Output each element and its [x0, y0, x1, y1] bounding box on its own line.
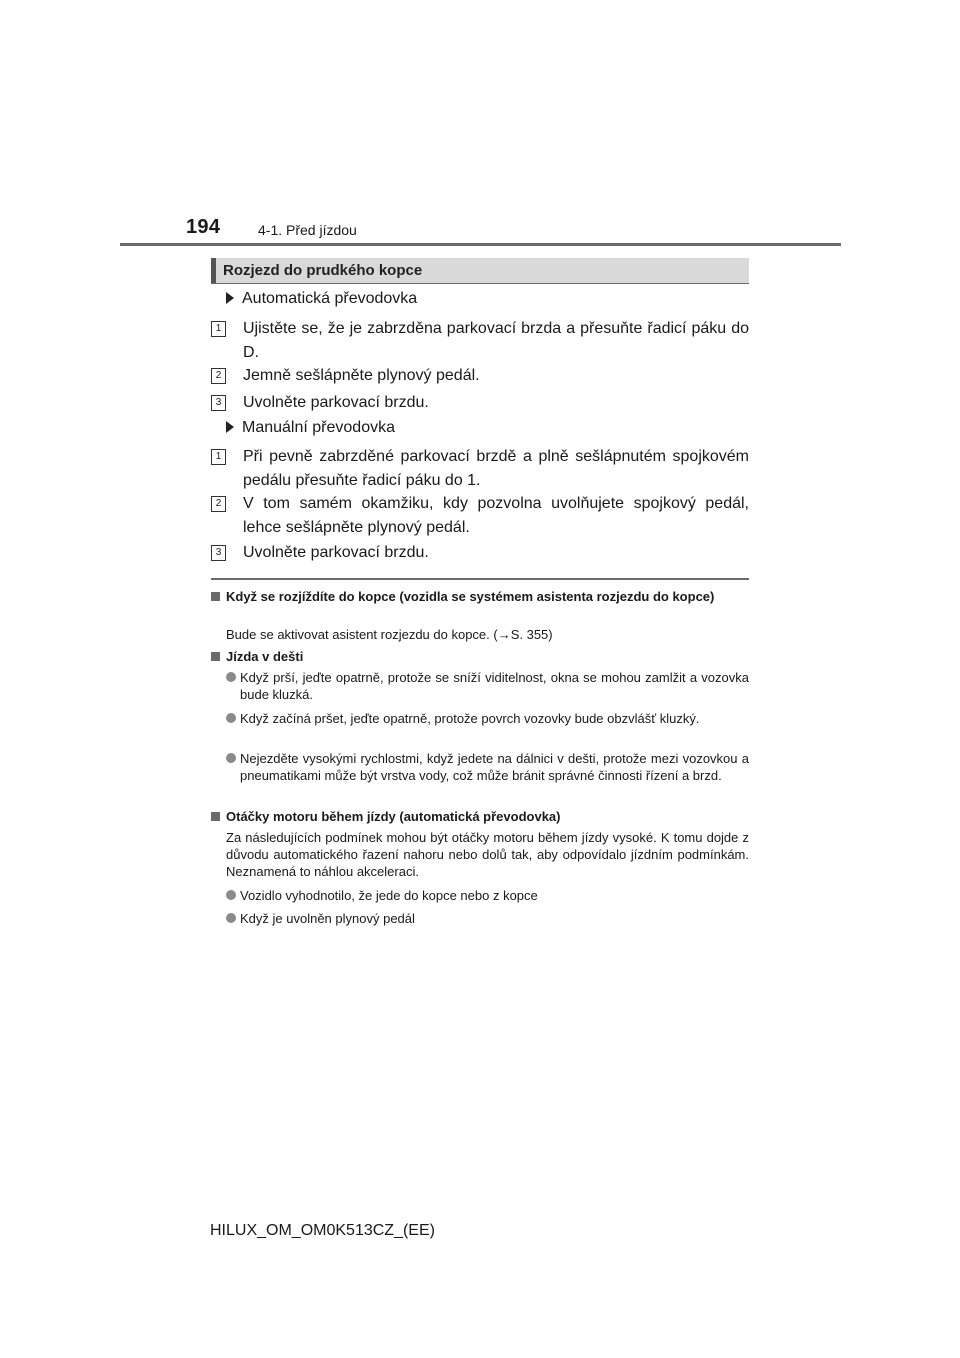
section-title: Rozjezd do prudkého kopce: [223, 262, 423, 279]
note-rain-heading: [211, 648, 749, 665]
circle-bullet-icon: [226, 890, 236, 900]
header-rule: [120, 243, 841, 246]
circle-bullet-icon: [226, 672, 236, 682]
bullet-text: Když je uvolněn plynový pedál: [240, 911, 415, 926]
automatic-step-1: [211, 317, 749, 365]
manual-step-2: [211, 492, 749, 540]
step-number-badge: 2: [211, 368, 226, 384]
automatic-step-3: [211, 391, 749, 415]
step-number-badge: 2: [211, 496, 226, 512]
step-text: Jemně sešlápněte plynový pedál.: [243, 367, 480, 384]
step-number-badge: 1: [211, 321, 226, 337]
bullet-text: Vozidlo vyhodnotilo, že jede do kopce nebo z kopce: [240, 888, 538, 903]
step-number-badge: 3: [211, 545, 226, 561]
manual-step-3: [211, 541, 749, 565]
circle-bullet-icon: [226, 753, 236, 763]
automatic-heading-label: Automatická převodovka: [242, 290, 418, 307]
square-bullet-icon: [211, 652, 220, 661]
step-number-badge: 3: [211, 395, 226, 411]
rain-bullet-3: [226, 750, 749, 784]
note-heading-text: Otáčky motoru během jízdy (automatická převodovka): [226, 809, 561, 824]
square-bullet-icon: [211, 592, 220, 601]
rain-bullet-1: [226, 669, 749, 703]
rpm-bullet-2: [226, 910, 749, 927]
bullet-text: Když začíná pršet, jeďte opatrně, protože povrch vozovky bude obzvlášť kluzký.: [240, 711, 700, 726]
bullet-text: Když prší, jeďte opatrně, protože se sníží viditelnost, okna se mohou zamlžit a vozovka bude kluzká.: [240, 670, 749, 702]
step-text: Uvolněte parkovací brzdu.: [243, 394, 429, 411]
section-accent: [211, 258, 216, 283]
manual-heading-label: Manuální převodovka: [242, 419, 395, 436]
square-bullet-icon: [211, 812, 220, 821]
arrow-right-icon: [226, 292, 234, 304]
manual-step-1: [211, 445, 749, 493]
step-text: Při pevně zabrzděné parkovací brzdě a plně sešlápnutém spojkovém pedálu přesuňte řadicí páku do 1.: [243, 448, 749, 489]
note-hill-start-text: Bude se aktivovat asistent rozjezdu do kopce. (→S. 355): [226, 627, 553, 642]
step-text: Ujistěte se, že je zabrzděna parkovací brzda a přesuňte řadicí páku do D.: [243, 320, 749, 361]
note-heading-text: Když se rozjíždíte do kopce (vozidla se systémem asistenta rozjezdu do kopce): [226, 589, 715, 604]
arrow-right-icon: [226, 421, 234, 433]
chapter-title: 4-1. Před jízdou: [258, 222, 357, 238]
note-rpm-text: Za následujících podmínek mohou být otáčky motoru během jízdy vysoké. K tomu dojde z důvodu automatického řazení nahoru nebo dolů tak, aby odpovídalo jízdním podmínkám. Neznamená to náhlou akceleraci.: [226, 830, 749, 879]
rain-bullet-2: [226, 710, 749, 727]
note-rpm-heading: [211, 808, 749, 825]
automatic-step-2: [211, 364, 749, 388]
manual-heading: [226, 419, 395, 437]
step-text: Uvolněte parkovací brzdu.: [243, 544, 429, 561]
step-number-badge: 1: [211, 449, 226, 465]
automatic-heading: [226, 290, 417, 308]
page-number: 194: [186, 216, 221, 238]
bullet-text: Nejezděte vysokými rychlostmi, když jedete na dálnici v dešti, protože mezi vozovkou a pneumatikami může být vrstva vody, což může bránit správné činnosti řízení a brzd.: [240, 751, 749, 783]
note-heading-text: Jízda v dešti: [226, 649, 304, 664]
rpm-bullet-1: [226, 887, 749, 904]
note-hill-start-heading: [211, 588, 749, 605]
circle-bullet-icon: [226, 713, 236, 723]
step-text: V tom samém okamžiku, kdy pozvolna uvolňujete spojkový pedál, lehce sešlápněte plynový pedál.: [243, 495, 749, 536]
document-code-footer: HILUX_OM_OM0K513CZ_(EE): [210, 1222, 435, 1239]
circle-bullet-icon: [226, 913, 236, 923]
section-title-bar: [211, 258, 749, 284]
section-divider: [211, 578, 749, 580]
